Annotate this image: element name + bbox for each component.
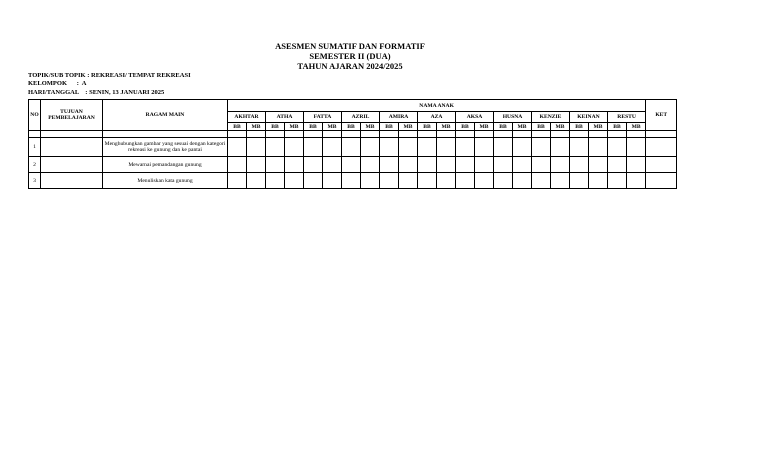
ket-cell[interactable] bbox=[646, 157, 677, 173]
score-cell[interactable] bbox=[494, 138, 513, 157]
score-cell[interactable] bbox=[380, 173, 399, 189]
subheader-mb: MB bbox=[285, 123, 304, 131]
score-cell[interactable] bbox=[608, 173, 627, 189]
score-cell[interactable] bbox=[304, 173, 323, 189]
assessment-table bbox=[28, 99, 677, 189]
score-cell[interactable] bbox=[361, 157, 380, 173]
ket-cell[interactable] bbox=[646, 138, 677, 157]
info-kelompok: KELOMPOK : A bbox=[28, 80, 87, 88]
title-line-3: TAHUN AJARAN 2024/2025 bbox=[297, 61, 403, 71]
subheader-mb: MB bbox=[361, 123, 380, 131]
spacer-cell bbox=[570, 131, 589, 138]
score-cell[interactable] bbox=[456, 138, 475, 157]
header-ket: KET bbox=[646, 100, 677, 131]
score-cell[interactable] bbox=[627, 138, 646, 157]
row-ragam-main: Mewarnai pemandangan gunung bbox=[103, 157, 228, 173]
table-row bbox=[29, 157, 677, 173]
score-cell[interactable] bbox=[532, 138, 551, 157]
spacer-cell bbox=[103, 131, 228, 138]
score-cell[interactable] bbox=[551, 157, 570, 173]
subheader-mb: MB bbox=[475, 123, 494, 131]
score-cell[interactable] bbox=[361, 173, 380, 189]
score-cell[interactable] bbox=[418, 138, 437, 157]
score-cell[interactable] bbox=[399, 173, 418, 189]
subheader-mb: MB bbox=[437, 123, 456, 131]
subheader-mb: MB bbox=[323, 123, 342, 131]
score-cell[interactable] bbox=[323, 157, 342, 173]
score-cell[interactable] bbox=[266, 138, 285, 157]
subheader-bb: BB bbox=[456, 123, 475, 131]
spacer-cell bbox=[380, 131, 399, 138]
score-cell[interactable] bbox=[513, 138, 532, 157]
score-cell[interactable] bbox=[304, 157, 323, 173]
score-cell[interactable] bbox=[342, 173, 361, 189]
spacer-cell bbox=[437, 131, 456, 138]
score-cell[interactable] bbox=[456, 157, 475, 173]
score-cell[interactable] bbox=[228, 173, 247, 189]
score-cell[interactable] bbox=[551, 173, 570, 189]
score-cell[interactable] bbox=[570, 157, 589, 173]
row-number: 1 bbox=[29, 138, 41, 157]
spacer-cell bbox=[627, 131, 646, 138]
subheader-bb: BB bbox=[570, 123, 589, 131]
spacer-cell bbox=[532, 131, 551, 138]
score-cell[interactable] bbox=[437, 173, 456, 189]
spacer-cell bbox=[342, 131, 361, 138]
score-cell[interactable] bbox=[247, 157, 266, 173]
spacer-cell bbox=[475, 131, 494, 138]
subheader-bb: BB bbox=[304, 123, 323, 131]
score-cell[interactable] bbox=[266, 173, 285, 189]
student-name-akhtar: AKHTAR bbox=[228, 112, 266, 123]
score-cell[interactable] bbox=[437, 138, 456, 157]
subheader-bb: BB bbox=[418, 123, 437, 131]
spacer-cell bbox=[456, 131, 475, 138]
spacer-cell bbox=[494, 131, 513, 138]
score-cell[interactable] bbox=[228, 157, 247, 173]
spacer-cell bbox=[29, 131, 41, 138]
info-topik: TOPIK/SUB TOPIK : REKREASI/ TEMPAT REKREASI bbox=[28, 72, 191, 79]
spacer-cell bbox=[399, 131, 418, 138]
score-cell[interactable] bbox=[627, 173, 646, 189]
row-tujuan bbox=[41, 138, 103, 157]
score-cell[interactable] bbox=[608, 157, 627, 173]
spacer-cell bbox=[418, 131, 437, 138]
score-cell[interactable] bbox=[361, 138, 380, 157]
subheader-bb: BB bbox=[342, 123, 361, 131]
subheader-bb: BB bbox=[228, 123, 247, 131]
score-cell[interactable] bbox=[532, 173, 551, 189]
row-number: 3 bbox=[29, 173, 41, 189]
score-cell[interactable] bbox=[551, 138, 570, 157]
score-cell[interactable] bbox=[323, 173, 342, 189]
info-hari-tanggal: HARI/TANGGAL : SENIN, 13 JANUARI 2025 bbox=[28, 88, 165, 96]
spacer-cell bbox=[247, 131, 266, 138]
score-cell[interactable] bbox=[627, 157, 646, 173]
score-cell[interactable] bbox=[304, 138, 323, 157]
score-cell[interactable] bbox=[589, 138, 608, 157]
info-block bbox=[28, 72, 191, 97]
spacer-cell bbox=[608, 131, 627, 138]
score-cell[interactable] bbox=[589, 157, 608, 173]
student-name-aza: AZA bbox=[418, 112, 456, 123]
score-cell[interactable] bbox=[285, 173, 304, 189]
subheader-mb: MB bbox=[247, 123, 266, 131]
subheader-mb: MB bbox=[627, 123, 646, 131]
score-cell[interactable] bbox=[437, 157, 456, 173]
spacer-cell bbox=[361, 131, 380, 138]
spacer-cell bbox=[41, 131, 103, 138]
score-cell[interactable] bbox=[475, 173, 494, 189]
student-name-amira: AMIRA bbox=[380, 112, 418, 123]
header-nama-anak: NAMA ANAK bbox=[228, 100, 646, 112]
ket-cell[interactable] bbox=[646, 173, 677, 189]
subheader-mb: MB bbox=[589, 123, 608, 131]
score-cell[interactable] bbox=[342, 138, 361, 157]
score-cell[interactable] bbox=[380, 138, 399, 157]
spacer-cell bbox=[589, 131, 608, 138]
score-cell[interactable] bbox=[475, 157, 494, 173]
student-name-restu: RESTU bbox=[608, 112, 646, 123]
row-tujuan bbox=[41, 173, 103, 189]
title-line-2: SEMESTER II (DUA) bbox=[309, 51, 391, 61]
score-cell[interactable] bbox=[494, 173, 513, 189]
row-ragam-main: Menuliskan kata gunung bbox=[103, 173, 228, 189]
student-name-keinan: KEINAN bbox=[570, 112, 608, 123]
score-cell[interactable] bbox=[456, 173, 475, 189]
subheader-mb: MB bbox=[551, 123, 570, 131]
score-cell[interactable] bbox=[418, 157, 437, 173]
student-name-kenzie: KENZIE bbox=[532, 112, 570, 123]
row-ragam-main: Menghubungkan gambar yang sesuai dengan kategori rekreasi ke gunung dan ke pantai bbox=[103, 138, 228, 157]
subheader-mb: MB bbox=[399, 123, 418, 131]
score-cell[interactable] bbox=[475, 138, 494, 157]
spacer-cell bbox=[513, 131, 532, 138]
student-name-aksa: AKSA bbox=[456, 112, 494, 123]
spacer-cell bbox=[323, 131, 342, 138]
header-row-1 bbox=[29, 100, 677, 112]
score-cell[interactable] bbox=[399, 138, 418, 157]
spacer-cell bbox=[646, 131, 677, 138]
student-name-atha: ATHA bbox=[266, 112, 304, 123]
table-body bbox=[29, 138, 677, 189]
subheader-bb: BB bbox=[608, 123, 627, 131]
spacer-cell bbox=[551, 131, 570, 138]
subheader-mb: MB bbox=[513, 123, 532, 131]
row-number: 2 bbox=[29, 157, 41, 173]
subheader-bb: BB bbox=[494, 123, 513, 131]
score-cell[interactable] bbox=[266, 157, 285, 173]
score-cell[interactable] bbox=[608, 138, 627, 157]
title-line-1: ASESMEN SUMATIF DAN FORMATIF bbox=[275, 41, 425, 51]
header-ragam-main: RAGAM MAIN bbox=[103, 100, 228, 131]
document-title-block bbox=[0, 41, 700, 71]
subheader-bb: BB bbox=[532, 123, 551, 131]
score-cell[interactable] bbox=[494, 157, 513, 173]
spacer-cell bbox=[228, 131, 247, 138]
header-tujuan: TUJUAN PEMBELAJARAN bbox=[41, 100, 103, 131]
row-tujuan bbox=[41, 157, 103, 173]
student-name-azril: AZRIL bbox=[342, 112, 380, 123]
table-row bbox=[29, 173, 677, 189]
subheader-bb: BB bbox=[380, 123, 399, 131]
score-cell[interactable] bbox=[342, 157, 361, 173]
score-cell[interactable] bbox=[570, 173, 589, 189]
spacer-cell bbox=[266, 131, 285, 138]
table-row bbox=[29, 138, 677, 157]
score-cell[interactable] bbox=[513, 173, 532, 189]
score-cell[interactable] bbox=[228, 138, 247, 157]
score-cell[interactable] bbox=[399, 157, 418, 173]
student-name-fatta: FATTA bbox=[304, 112, 342, 123]
header-no: NO bbox=[29, 100, 41, 131]
score-cell[interactable] bbox=[418, 173, 437, 189]
score-cell[interactable] bbox=[380, 157, 399, 173]
score-cell[interactable] bbox=[513, 157, 532, 173]
spacer-cell bbox=[285, 131, 304, 138]
score-cell[interactable] bbox=[589, 173, 608, 189]
score-cell[interactable] bbox=[247, 173, 266, 189]
score-cell[interactable] bbox=[285, 157, 304, 173]
student-name-husna: HUSNA bbox=[494, 112, 532, 123]
score-cell[interactable] bbox=[570, 138, 589, 157]
spacer-cell bbox=[304, 131, 323, 138]
subheader-bb: BB bbox=[266, 123, 285, 131]
score-cell[interactable] bbox=[285, 138, 304, 157]
score-cell[interactable] bbox=[323, 138, 342, 157]
score-cell[interactable] bbox=[532, 157, 551, 173]
score-cell[interactable] bbox=[247, 138, 266, 157]
spacer-row bbox=[29, 131, 677, 138]
